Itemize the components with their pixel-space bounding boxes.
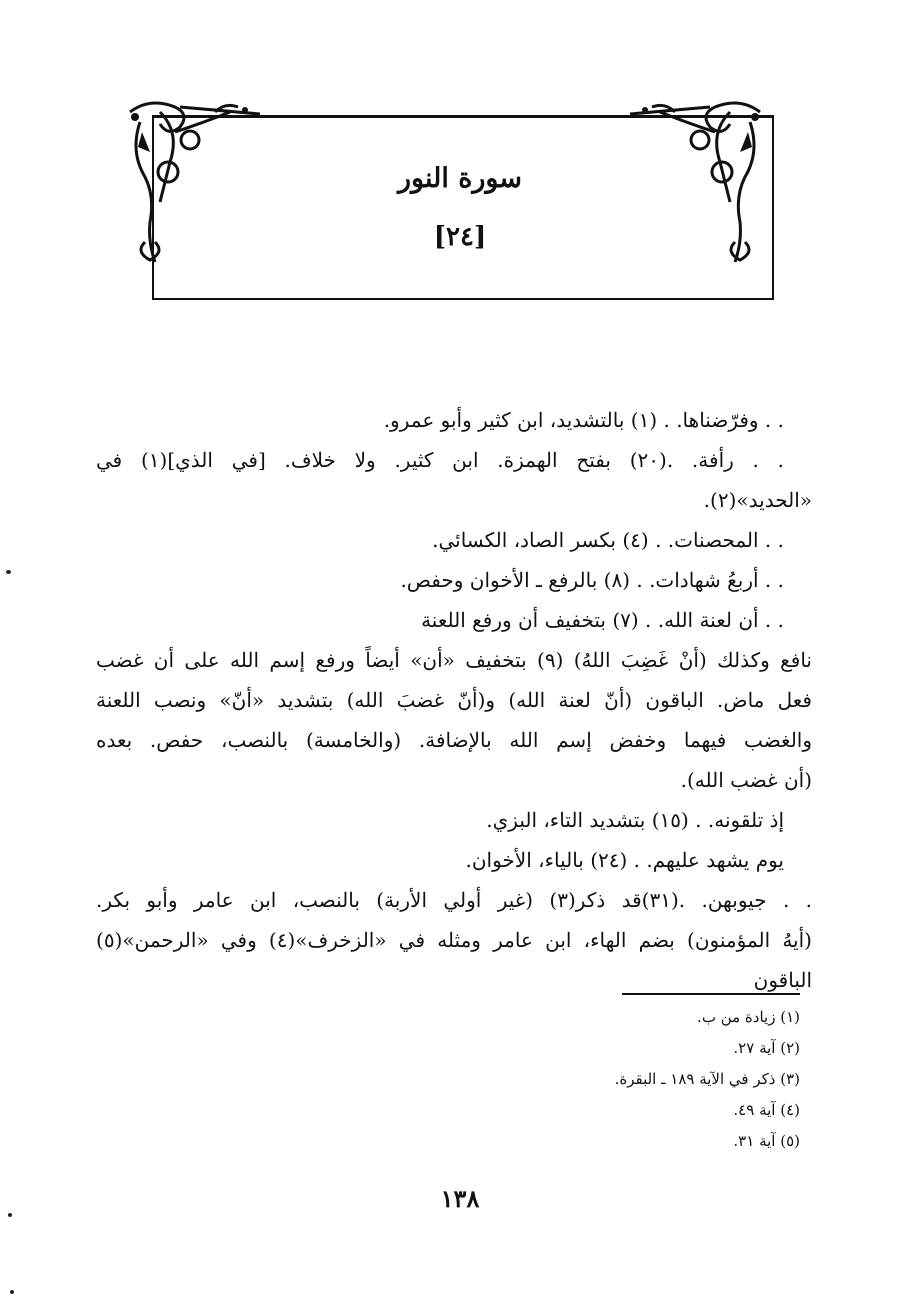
footnotes (500, 1002, 800, 1157)
page-number: ١٣٨ (440, 1184, 480, 1213)
footnote: (٥) آية ٣١. (733, 1132, 800, 1150)
text-line: . . جيوبهن. .(٣١)قد ذكر(٣) (غير أولي الأربة) بالنصب، ابن عامر وأبو بكر. (96, 888, 813, 912)
footnote: (٢) آية ٢٧. (733, 1039, 800, 1057)
sura-title: سورة النور (397, 163, 523, 194)
text-line: والغضب فيهما وخفض إسم الله بالإضافة. (والخامسة) بالنصب، حفص. بعده (96, 728, 812, 752)
text-line: . . أربعُ شهادات. . (٨) بالرفع ـ الأخوان وحفص. (400, 568, 784, 592)
text-line: . . المحصنات. . (٤) بكسر الصاد، الكسائي. (432, 528, 784, 552)
text-line: . . وفرّضناها. . (١) بالتشديد، ابن كثير وأبو عمرو. (383, 408, 784, 432)
footnote: (٤) آية ٤٩. (733, 1101, 800, 1119)
scan-speck (10, 1290, 14, 1294)
footnote: (١) زيادة من ب. (697, 1008, 800, 1026)
body-text (96, 400, 813, 992)
text-line: (أيهُ المؤمنون) بضم الهاء، ابن عامر ومثله في «الزخرف»(٤) وفي «الرحمن»(٥) الباقون (96, 928, 812, 992)
text-line: فعل ماض. الباقون (أنّ لعنة الله) و(أنّ غضبَ الله) بتشديد «أنّ» ونصب اللعنة (96, 688, 812, 712)
scan-speck (8, 1213, 12, 1217)
corner-ornament-right-icon (620, 92, 770, 272)
text-line: «الحديد»(٢). (703, 488, 812, 512)
text-line: (أن غضب الله). (680, 768, 812, 792)
text-line: . . أن لعنة الله. . (٧) بتخفيف أن ورفع اللعنة (421, 608, 784, 632)
footnote-separator (622, 993, 800, 995)
corner-ornament-left-icon (120, 92, 270, 272)
text-line: إذ تلقونه. . (١٥) بتشديد التاء، البزي. (486, 808, 784, 832)
footnote: (٣) ذكر في الآية ١٨٩ ـ البقرة. (614, 1070, 800, 1088)
text-line: يوم يشهد عليهم. . (٢٤) بالياء، الأخوان. (465, 848, 784, 872)
text-line: . . رأفة. .(٢٠) بفتح الهمزة. ابن كثير. ولا خلاف. [في الذي](١) في (96, 448, 785, 472)
scan-speck (6, 570, 11, 574)
text-line: نافع وكذلك (أنْ غَضِبَ اللهُ) (٩) بتخفيف «أن» أيضاً ورفع إسم الله على أن غضب (96, 648, 813, 672)
sura-number: [٢٤] (433, 222, 487, 252)
